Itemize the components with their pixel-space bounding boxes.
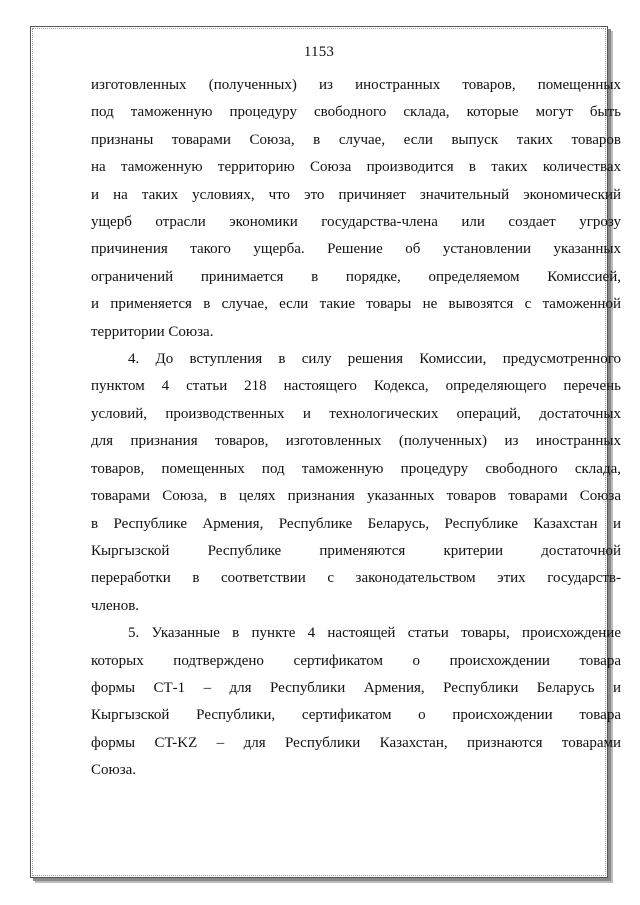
text-line: Кыргызской Республике применяются критерии достаточной — [91, 542, 621, 559]
text-line: для признания товаров, изготовленных (полученных) из иностранных — [91, 433, 621, 450]
paragraph — [91, 72, 621, 346]
page-frame — [30, 26, 621, 878]
text-line: и применяется в случае, если такие товары не вывозятся с таможенной — [91, 296, 621, 313]
text-line: территории Союза. — [91, 323, 214, 340]
text-line: признаны товарами Союза, в случае, если выпуск таких товаров — [91, 131, 621, 148]
text-line: на таможенную территорию Союза производится в таких количествах — [91, 159, 621, 176]
text-line: товаров, помещенных под таможенную процедуру свободного склада, — [91, 460, 621, 477]
text-line: формы CT-KZ – для Республики Казахстан, признаются товарами — [91, 734, 621, 751]
text-line: которых подтверждено сертификатом о происхождении товара — [91, 652, 621, 669]
text-line: переработки в соответствии с законодательством этих государств- — [91, 570, 621, 587]
paragraph — [91, 346, 621, 620]
text-line: причинения такого ущерба. Решение об установлении указанных — [91, 241, 621, 258]
text-line: товарами Союза, в целях признания указанных товаров товарами Союза — [91, 488, 621, 505]
text-line: пунктом 4 статьи 218 настоящего Кодекса, определяющего перечень — [91, 378, 621, 395]
text-line: членов. — [91, 597, 140, 614]
text-line: формы СТ-1 – для Республики Армения, Республики Беларусь и — [91, 679, 621, 696]
text-line: Союза. — [91, 762, 137, 779]
text-line: 5. Указанные в пункте 4 настоящей статьи товары, происхождение — [128, 625, 621, 642]
text-line: условий, производственных и технологических операций, достаточных — [91, 405, 621, 422]
text-line: изготовленных (полученных) из иностранных товаров, помещенных — [91, 77, 621, 93]
text-line: в Республике Армения, Республике Беларусь, Республике Казахстан и — [91, 515, 621, 532]
text-line: и на таких условиях, что это причиняет значительный экономический — [91, 186, 621, 203]
page-number: 1153 — [303, 44, 335, 60]
text-line: ограничений принимается в порядке, определяемом Комиссией, — [91, 268, 621, 285]
paragraph — [91, 620, 621, 784]
text-line: под таможенную процедуру свободного склада, которые могут быть — [91, 104, 621, 121]
document-body — [91, 72, 621, 785]
text-line: Кыргызской Республики, сертификатом о происхождении товара — [91, 707, 621, 724]
text-line: 4. До вступления в силу решения Комиссии, предусмотренного — [128, 351, 621, 368]
text-line: ущерб отрасли экономики государства-члена или создает угрозу — [91, 214, 621, 231]
